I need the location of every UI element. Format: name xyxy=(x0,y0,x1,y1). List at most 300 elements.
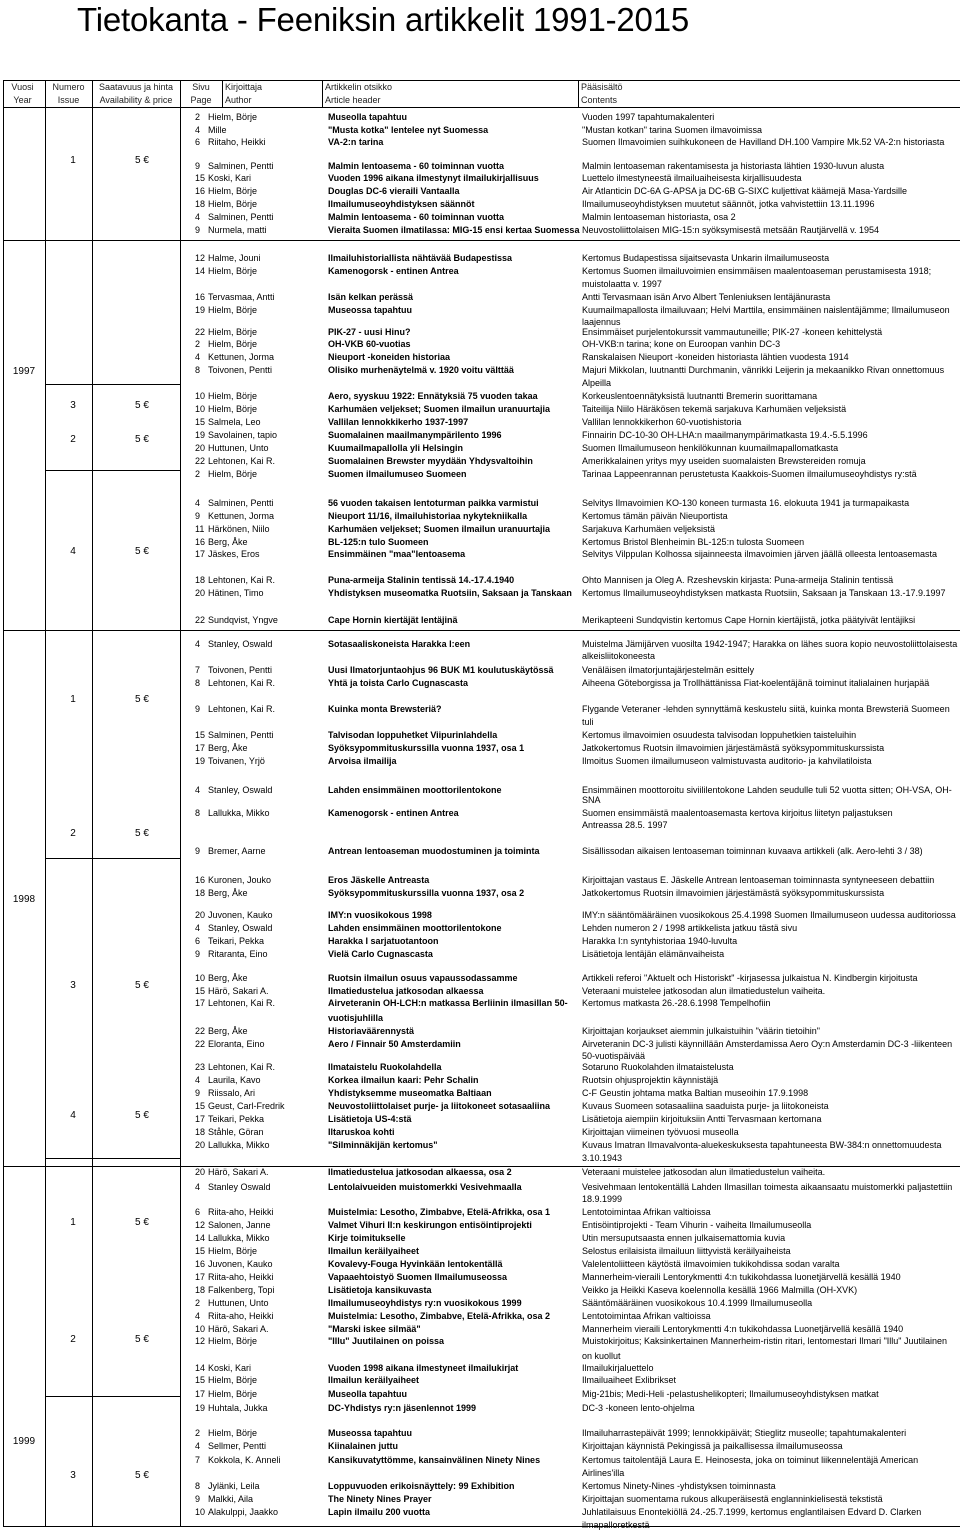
article-contents: Kertomus Ninety-Nines -yhdistyksen toiminnasta xyxy=(582,1481,776,1491)
author: Hielm, Börje xyxy=(208,305,258,315)
table-rule xyxy=(3,240,960,241)
page-number: 16 xyxy=(195,875,206,885)
header-en-2: Availability & price xyxy=(99,95,173,105)
article-contents: Utin mersuputsaasta ennen julkaisemattomia kuvia xyxy=(582,1233,786,1243)
article-contents: Kertomus matkasta 26.-28.6.1998 Tempelhofiin xyxy=(582,998,771,1008)
author: Geust, Carl-Fredrik xyxy=(208,1101,285,1111)
article-contents: DC-3 -koneen lento-ohjelma xyxy=(582,1403,695,1413)
page-number: 9 xyxy=(195,225,201,235)
header-2: Saatavuus ja hinta xyxy=(98,82,174,92)
author: Hielm, Börje xyxy=(208,404,258,414)
article-contents: Kuumailmapallosta ilmailuvaan; Helvi Marttila, ensimmäinen naislentäjämme; Ilmailumuseon xyxy=(582,305,950,315)
article-title: Aero, syyskuu 1922: Ennätyksiä 75 vuoden takaa xyxy=(328,391,538,401)
article-contents: Lisätietoja lentäjän elämänvaiheista xyxy=(582,949,725,959)
article-contents: C-F Geustin johtama matka Baltian museoihin 17.9.1998 xyxy=(582,1088,809,1098)
article-title: Vuoden 1996 aikana ilmestynyt ilmailukirjallisuus xyxy=(328,173,539,183)
article-title: Malmin lentoasema - 60 toiminnan vuotta xyxy=(328,161,505,171)
article-title: Vieraita Suomen ilmatilassa: MIG-15 ensi kertaa Suomessa xyxy=(328,225,580,235)
article-contents: Kertomus Budapestissa sijaitsevasta Unkarin ilmailumuseosta xyxy=(582,253,830,263)
header-en-6: Contents xyxy=(581,95,618,105)
article-contents: Malmin lentoaseman rakentamisesta ja historiasta lähtien 1930-luvun alusta xyxy=(582,161,885,171)
article-contents: Juhlatilaisuus Enontekiöllä 24.-25.7.1999, kertomus englantilaisen Edvard D. Clarken xyxy=(582,1507,922,1517)
article-title: PIK-27 - uusi Hinu? xyxy=(328,327,411,337)
author: Ritaranta, Eino xyxy=(208,949,268,959)
author: Berg, Åke xyxy=(208,537,248,547)
article-title: "Marski iskee silmää" xyxy=(328,1324,421,1334)
author: Lehtonen, Kai R. xyxy=(208,1062,276,1072)
author: Berg, Åke xyxy=(208,743,248,753)
article-contents: Selostus erilaisista ilmailuun liittyvistä keräilyaiheista xyxy=(582,1246,791,1256)
table-rule xyxy=(45,384,180,385)
author: Hielm, Börje xyxy=(208,1428,258,1438)
author: Mille xyxy=(208,125,227,135)
page-number: 22 xyxy=(195,456,206,466)
article-title: Korkea ilmailun kaari: Pehr Schalin xyxy=(328,1075,479,1085)
article-title: Syöksypommituskurssilla vuonna 1937, osa 1 xyxy=(328,743,525,753)
article-title: Suomalainen maailmanympärilento 1996 xyxy=(328,430,502,440)
article-contents: SNA xyxy=(582,795,601,805)
page-number: 18 xyxy=(195,1285,206,1295)
article-title: Neuvostoliittolaiset purje- ja liitokoneet sotasaaliina xyxy=(328,1101,551,1111)
article-title: Iltaruskoa kohti xyxy=(328,1127,395,1137)
header-6: Pääsisältö xyxy=(581,82,623,92)
article-title: DC-Yhdistys ry:n jäsenlennot 1999 xyxy=(328,1403,477,1413)
page-number: 4 xyxy=(195,1311,201,1321)
page-number: 2 xyxy=(195,339,201,349)
page-number: 6 xyxy=(195,1207,201,1217)
article-contents: Neuvostoliittolaisen MIG-15:n syöksymisestä metsään Rautjärvellä v. 1954 xyxy=(582,225,879,235)
author: Falkenberg, Topi xyxy=(208,1285,275,1295)
author: Savolainen, tapio xyxy=(208,430,278,440)
article-title: Kirje toimitukselle xyxy=(328,1233,406,1243)
article-contents: Selvitys Vilppulan Kolhossa sijainneesta ilmavoimien järven jäällä olleesta lentoasemasta xyxy=(582,549,938,559)
table-rule xyxy=(3,80,4,108)
issue-number: 4 xyxy=(70,1110,76,1121)
article-contents: 50-vuotispäivää xyxy=(582,1051,646,1061)
page-number: 15 xyxy=(195,730,206,740)
article-title: Aero / Finnair 50 Amsterdamiin xyxy=(328,1039,461,1049)
article-contents: Lehden numeron 2 / 1998 artikkelista jatkuu tästä sivu xyxy=(582,923,798,933)
page-number: 15 xyxy=(195,986,206,996)
article-contents: Sisällissodan aikaisen lentoaseman toiminnan kuvaava artikkeli (alk. Aero-lehti 3 / 38) xyxy=(582,846,923,856)
author: Sundqvist, Yngve xyxy=(208,615,278,625)
author: Berg, Åke xyxy=(208,888,248,898)
author: Teikari, Pekka xyxy=(208,1114,265,1124)
article-title: vuotisjuhlilla xyxy=(328,1013,384,1023)
page-number: 22 xyxy=(195,1026,206,1036)
article-contents: Aiheena Göteborgissa ja Trollhättänissa Fiat-koelentäjänä toiminut italialainen hurjapää xyxy=(582,678,930,688)
author: Riissalo, Ari xyxy=(208,1088,256,1098)
issue-number: 4 xyxy=(70,546,76,557)
author: Huttunen, Unto xyxy=(208,1298,269,1308)
header-1: Numero xyxy=(52,82,85,92)
article-contents: Kertomus Ilmailumuseoyhdistyksen matkasta Ruotsiin, Saksaan ja Tanskaan 13.-17.9.1997 xyxy=(582,588,946,598)
article-title: Lapin ilmailu 200 vuotta xyxy=(328,1507,431,1517)
page-number: 18 xyxy=(195,199,206,209)
issue-price: 5 € xyxy=(135,1334,149,1345)
page-number: 22 xyxy=(195,327,206,337)
article-title: Loppuvuoden erikoisnäyttely: 99 Exhibition xyxy=(328,1481,515,1491)
page-number: 12 xyxy=(195,1220,206,1230)
author: Hielm, Börje xyxy=(208,1389,258,1399)
author: Hielm, Börje xyxy=(208,339,258,349)
issue-price: 5 € xyxy=(135,828,149,839)
author: Hielm, Börje xyxy=(208,391,258,401)
author: Juvonen, Kauko xyxy=(208,1259,273,1269)
author: Härö, Sakari A. xyxy=(208,986,269,996)
article-title: Arvoisa ilmailija xyxy=(328,756,397,766)
article-contents: Airveteranin DC-3 julisti käynnillään Amsterdamissa Aero Oy:n Amsterdamin DC-3 -liikenteen xyxy=(582,1039,953,1049)
header-5: Artikkelin otsikko xyxy=(325,82,393,92)
page-number: 10 xyxy=(195,1324,206,1334)
page-number: 6 xyxy=(195,137,201,147)
issue-number: 3 xyxy=(70,400,76,411)
author: Salminen, Pentti xyxy=(208,161,274,171)
page-number: 18 xyxy=(195,888,206,898)
article-title: Karhumäen veljekset; Suomen ilmailun uranuurtajia xyxy=(328,524,551,534)
page-number: 4 xyxy=(195,498,201,508)
issue-number: 1 xyxy=(70,1217,76,1228)
issue-number: 1 xyxy=(70,155,76,166)
page-number: 17 xyxy=(195,743,206,753)
article-contents: Muistelma Jämijärven vuosilta 1942-1947; Harakka on lähes suora kopio neuvostoliittolaisesta xyxy=(582,639,958,649)
article-contents: alkeisliitokoneesta xyxy=(582,651,656,661)
article-contents: Mannerheim vieraili Lentorykmentti 4:n tukikohdassa Luonetjärvellä kesällä 1940 xyxy=(582,1324,904,1334)
year-label: 1999 xyxy=(12,1436,36,1447)
article-contents: Kertomus Bristol Blenheimin BL-125:n tulosta Suomeen xyxy=(582,537,805,547)
article-contents: Kuvaus Imatran Ilmavalvonta-aluekeskuksesta tapahtuneesta BW-384:n onnettomuudesta xyxy=(582,1140,942,1150)
author: Salonen, Janne xyxy=(208,1220,271,1230)
article-contents: Antti Tervasmaan isän Arvo Albert Tenleniuksen lentäjänurasta xyxy=(582,292,831,302)
author: Huhtala, Jukka xyxy=(208,1403,268,1413)
page-number: 15 xyxy=(195,1375,206,1385)
page-number: 9 xyxy=(195,511,201,521)
article-title: Nieuport -koneiden historiaa xyxy=(328,352,451,362)
article-contents: Lentotoimintaa Afrikan valtioissa xyxy=(582,1207,711,1217)
author: Lehtonen, Kai R. xyxy=(208,575,276,585)
author: Stanley, Oswald xyxy=(208,923,273,933)
article-title: Ilmataistelu Ruokolahdella xyxy=(328,1062,442,1072)
article-title: Yhdistyksemme museomatka Baltiaan xyxy=(328,1088,492,1098)
article-contents: 3.10.1943 xyxy=(582,1153,623,1163)
article-contents: on kuollut xyxy=(582,1351,621,1361)
page-number: 19 xyxy=(195,305,206,315)
page-number: 16 xyxy=(195,1259,206,1269)
author: Hielm, Börje xyxy=(208,186,258,196)
article-title: Kansikuvatyttömme, kansainvälinen Ninety Nines xyxy=(328,1455,541,1465)
page-number: 4 xyxy=(195,1441,201,1451)
article-contents: Ilmailukirjaluettelo xyxy=(582,1363,654,1373)
article-contents: Ensimmäinen moottoroitu siviililentokone Lahden seudulle tuli 52 vuotta sitten; OH-VSA, OH- xyxy=(582,785,952,795)
article-contents: Sarjakuva Karhumäen veljeksistä xyxy=(582,524,716,534)
article-contents: Ohto Mannisen ja Oleg A. Rzeshevskin kirjasta: Puna-armeija Stalinin tentissä xyxy=(582,575,894,585)
article-contents: Alpeilla xyxy=(582,378,612,388)
author: Riita-aho, Heikki xyxy=(208,1207,274,1217)
article-contents: Antreassa 28.5. 1997 xyxy=(582,820,668,830)
article-title: Museossa tapahtuu xyxy=(328,1428,413,1438)
article-contents: Malmin lentoaseman historiasta, osa 2 xyxy=(582,212,736,222)
article-contents: Amerikkalainen yritys myy useiden suomalaisten Brewstereiden romuja xyxy=(582,456,866,466)
table-rule xyxy=(578,80,579,108)
article-contents: laajennus xyxy=(582,317,621,327)
article-contents: Kuvaus Suomeen sotasaaliina saaduista purje- ja liitokoneista xyxy=(582,1101,829,1111)
page-number: 4 xyxy=(195,1075,201,1085)
article-title: Ilmailun keräilyaiheet xyxy=(328,1375,420,1385)
issue-price: 5 € xyxy=(135,546,149,557)
page-number: 4 xyxy=(195,212,201,222)
page-number: 4 xyxy=(195,125,201,135)
page-number: 22 xyxy=(195,1039,206,1049)
article-title: Yhtä ja toista Carlo Cugnascasta xyxy=(328,678,469,688)
article-title: Antrean lentoaseman muodostuminen ja toiminta xyxy=(328,846,540,856)
issue-number: 2 xyxy=(70,1334,76,1345)
author: Lehtonen, Kai R. xyxy=(208,704,276,714)
year-label: 1998 xyxy=(12,894,36,905)
page-number: 4 xyxy=(195,785,201,795)
article-contents: Majuri Mikkolan, luutnantti Durchmanin, vänrikki Leijerin ja mekaanikko Rivan onnettomuus xyxy=(582,365,945,375)
article-title: Nieuport 11/16, ilmailuhistoriaa nykytekniikalla xyxy=(328,511,528,521)
page-number: 8 xyxy=(195,365,201,375)
page-number: 7 xyxy=(195,665,201,675)
article-title: Lentolaivueiden muistomerkki Vesivehmaalla xyxy=(328,1182,522,1192)
article-contents: Ilmailumuseoyhdistyksen muutetut säännöt, jotka vahvistettiin 13.11.1996 xyxy=(582,199,875,209)
author: Ståhle, Göran xyxy=(208,1127,264,1137)
article-title: Kuinka monta Brewsteriä? xyxy=(328,704,442,714)
author: Malkki, Aila xyxy=(208,1494,254,1504)
article-contents: muistolaatta v. 1997 xyxy=(582,279,662,289)
page-number: 22 xyxy=(195,615,206,625)
article-title: Ilmailun keräilyaiheet xyxy=(328,1246,420,1256)
author: Alakulppi, Jaakko xyxy=(208,1507,279,1517)
article-contents: OH-VKB:n tarina; kone on Euroopan vanhin DC-3 xyxy=(582,339,781,349)
article-contents: IMY:n sääntömääräinen vuosikokous 25.4.1998 Suomen Ilmailumuseon uudessa auditoriossa xyxy=(582,910,956,920)
page-number: 12 xyxy=(195,1336,206,1346)
article-title: Lahden ensimmäinen moottorilentokone xyxy=(328,923,502,933)
author: Lallukka, Mikko xyxy=(208,808,270,818)
article-title: Kamenogorsk - entinen Antrea xyxy=(328,808,459,818)
article-contents: Valelentoliitteen käytöstä ilmavoimien tukikohdissa sodan varalta xyxy=(582,1259,840,1269)
article-title: Ruotsin ilmailun osuus vapaussodassamme xyxy=(328,973,518,983)
author: Eloranta, Eino xyxy=(208,1039,265,1049)
article-contents: Kertomus tämän päivän Nieuportista xyxy=(582,511,728,521)
article-title: Douglas DC-6 vieraili Vantaalla xyxy=(328,186,460,196)
table-rule xyxy=(45,858,180,859)
issue-number: 2 xyxy=(70,828,76,839)
article-title: Talvisodan loppuhetket Viipurinlahdella xyxy=(328,730,498,740)
article-title: "Illu" Juutilainen on poissa xyxy=(328,1336,445,1346)
author: Stanley, Oswald xyxy=(208,639,273,649)
article-title: Suomen ilmailumuseo Suomeen xyxy=(328,469,467,479)
author: Lallukka, Mikko xyxy=(208,1233,270,1243)
article-title: Isän kelkan perässä xyxy=(328,292,414,302)
table-rule xyxy=(322,80,323,108)
article-contents: Vesivehmaan lentokentällä Lahden Ilmasillan toimesta aikaansaatu muistomerkki paljastettiin xyxy=(582,1182,953,1192)
article-title: Kuumailmapallolla yli Helsingin xyxy=(328,443,464,453)
article-title: Suomalainen Brewster myydään Yhdysvaltoihin xyxy=(328,456,533,466)
page-number: 8 xyxy=(195,1481,201,1491)
author: Salminen, Pentti xyxy=(208,212,274,222)
author: Kuronen, Jouko xyxy=(208,875,272,885)
page-number: 17 xyxy=(195,1272,206,1282)
article-contents: Veikko ja Heikki Kaseva koelennolla kesällä 1966 Malmilla (OH-XVK) xyxy=(582,1285,858,1295)
article-title: Ilmatiedustelua jatkosodan alkaessa xyxy=(328,986,484,996)
page-number: 20 xyxy=(195,588,206,598)
article-contents: Airlines'illa xyxy=(582,1468,625,1478)
table-rule xyxy=(92,80,93,108)
page-number: 18 xyxy=(195,1127,206,1137)
article-title: Museolla tapahtuu xyxy=(328,112,408,122)
issue-price: 5 € xyxy=(135,980,149,991)
page-number: 7 xyxy=(195,1455,201,1465)
article-title: OH-VKB 60-vuotias xyxy=(328,339,411,349)
article-contents: tuli xyxy=(582,717,594,727)
article-contents: Air Atlanticin DC-6A G-APSA ja DC-6B G-SIXC kuljettivat käämejä Masa-Yardsille xyxy=(582,186,907,196)
page-number: 9 xyxy=(195,161,201,171)
author: Toivanen, Yrjö xyxy=(208,756,265,766)
article-title: Ilmailumuseoyhdistys ry:n vuosikokous 1999 xyxy=(328,1298,522,1308)
page-number: 6 xyxy=(195,936,201,946)
page-number: 15 xyxy=(195,417,206,427)
author: Hätinen, Timo xyxy=(208,588,264,598)
page-number: 9 xyxy=(195,1088,201,1098)
issue-price: 5 € xyxy=(135,155,149,166)
article-contents: Suomen ensimmäistä maalentoasemasta kertova kirjoitus liitetyn paljastuksen xyxy=(582,808,893,818)
author: Sellmer, Pentti xyxy=(208,1441,267,1451)
article-contents: Suomen Ilmavoimien suihkukoneen de Havilland DH.100 Vampire Mk.52 VA-2:n historiasta xyxy=(582,137,945,147)
article-contents: Harakka I:n syntyhistoriaa 1940-luvulta xyxy=(582,936,738,946)
article-title: Ensimmäinen "maa"lentoasema xyxy=(328,549,466,559)
author: Salminen, Pentti xyxy=(208,498,274,508)
table-rule xyxy=(45,107,46,1526)
author: Härkönen, Niilo xyxy=(208,524,270,534)
article-title: Vuoden 1998 aikana ilmestyneet ilmailukirjat xyxy=(328,1363,519,1373)
article-contents: Veteraani muistelee jatkosodan alun ilmatiedustelun vaiheita. xyxy=(582,986,826,996)
issue-number: 2 xyxy=(70,434,76,445)
article-title: Uusi Ilmatorjuntaohjus 96 BUK M1 koulutuskäytössä xyxy=(328,665,554,675)
article-title: Eros Jäskelle Antreasta xyxy=(328,875,430,885)
page-number: 19 xyxy=(195,430,206,440)
author: Hielm, Börje xyxy=(208,1375,258,1385)
author: Kettunen, Jorma xyxy=(208,352,275,362)
author: Hielm, Börje xyxy=(208,1336,258,1346)
article-title: Lisätietoja US-4:stä xyxy=(328,1114,412,1124)
table-rule xyxy=(222,80,223,108)
article-title: Olisiko murhenäytelmä v. 1920 voitu välttää xyxy=(328,365,514,375)
page-number: 14 xyxy=(195,1233,206,1243)
article-contents: Vallilan lennokkikerhon 60-vuotishistoria xyxy=(582,417,742,427)
article-title: Kovalevy-Fouga Hyvinkään lentokentällä xyxy=(328,1259,503,1269)
article-title: Sotasaaliskoneista Harakka I:een xyxy=(328,639,471,649)
author: Halme, Jouni xyxy=(208,253,261,263)
table-rule xyxy=(45,1396,180,1397)
article-title: IMY:n vuosikokous 1998 xyxy=(328,910,432,920)
table-rule xyxy=(92,107,93,1526)
page-number: 19 xyxy=(195,1403,206,1413)
article-title: Ilmailuhistoriallista nähtävää Budapestissa xyxy=(328,253,513,263)
article-title: Yhdistyksen museomatka Ruotsiin, Saksaan ja Tanskaan xyxy=(328,588,572,598)
author: Kettunen, Jorma xyxy=(208,511,275,521)
page-number: 17 xyxy=(195,1389,206,1399)
page-number: 18 xyxy=(195,575,206,585)
author: Hielm, Börje xyxy=(208,199,258,209)
article-contents: Kertomus Suomen ilmailuvoimien ensimmäisen maalentoaseman perustamisesta 1918; xyxy=(582,266,932,276)
page-number: 8 xyxy=(195,808,201,818)
article-contents: Luettelo ilmestyneestä ilmailuaiheisesta kirjallisuudesta xyxy=(582,173,802,183)
header-en-0: Year xyxy=(13,95,32,105)
article-contents: ilmapalloretkestä xyxy=(582,1520,650,1530)
issue-price: 5 € xyxy=(135,434,149,445)
article-title: Cape Hornin kiertäjät lentäjinä xyxy=(328,615,458,625)
author: Stanley Oswald xyxy=(208,1182,271,1192)
author: Hielm, Börje xyxy=(208,266,258,276)
article-contents: Suomen Ilmailumuseon henkilökunnan kuumailmapallomatkasta xyxy=(582,443,839,453)
article-title: VA-2:n tarina xyxy=(328,137,384,147)
year-label: 1997 xyxy=(12,366,36,377)
author: Lehtonen, Kai R. xyxy=(208,678,276,688)
article-title: Museolla tapahtuu xyxy=(328,1389,408,1399)
author: Jylänki, Leila xyxy=(208,1481,260,1491)
article-contents: Kirjoittajan vastaus E. Jäskelle Antrean lentoaseman toiminnasta syntyneeseen debattiin xyxy=(582,875,935,885)
author: Koski, Kari xyxy=(208,1363,252,1373)
article-title: Vielä Carlo Cugnascasta xyxy=(328,949,433,959)
page-number: 2 xyxy=(195,469,201,479)
article-contents: Muistokirjoitus; Kaksinkertainen Mannerheim-ristin ritari, lentomestari Ilmari "Illu" Juutilainen xyxy=(582,1336,948,1346)
article-contents: Korkeuslentoennätyksistä luutnantti Bremerin suorittamana xyxy=(582,391,818,401)
page-number: 14 xyxy=(195,1363,206,1373)
table-rule xyxy=(180,80,181,108)
page-number: 10 xyxy=(195,404,206,414)
page-number: 17 xyxy=(195,998,206,1008)
article-contents: Ilmoitus Suomen ilmailumuseon valmistuvasta auditorio- ja kahvilatiloista xyxy=(582,756,872,766)
page-number: 20 xyxy=(195,443,206,453)
article-contents: Artikkeli referoi "Aktuelt och Historiskt" -kirjasessa julkaistua N. Kindbergin kirjoitusta xyxy=(582,973,918,983)
author: Riita-aho, Heikki xyxy=(208,1311,274,1321)
issue-number: 3 xyxy=(70,980,76,991)
author: Kokkola, K. Anneli xyxy=(208,1455,281,1465)
article-title: Valmet Vihuri II:n keskirungon entisöintiprojekti xyxy=(328,1220,532,1230)
article-contents: Entisöintiprojekti - Team Vihurin - vaiheita Ilmailumuseolla xyxy=(582,1220,812,1230)
article-contents: Ensimmäiset purjelentokurssit vammautuneille; PIK-27 -koneen kehittelystä xyxy=(582,327,883,337)
issue-number: 3 xyxy=(70,1470,76,1481)
article-title: Kiinalainen juttu xyxy=(328,1441,399,1451)
article-title: "Silminnäkijän kertomus" xyxy=(328,1140,438,1150)
author: Lallukka, Mikko xyxy=(208,1140,270,1150)
article-title: Lisätietoja kansikuvasta xyxy=(328,1285,432,1295)
page-number: 15 xyxy=(195,1101,206,1111)
page-number: 4 xyxy=(195,639,201,649)
author: Hielm, Börje xyxy=(208,1246,258,1256)
author: Toivonen, Pentti xyxy=(208,665,273,675)
issue-price: 5 € xyxy=(135,1217,149,1228)
author: Salminen, Pentti xyxy=(208,730,274,740)
author: Toivonen, Pentti xyxy=(208,365,273,375)
article-contents: Tarinaa Lappeenrannan perustetusta Kaakkois-Suomen ilmailumuseoyhdistys ry:stä xyxy=(582,469,917,479)
article-title: Historiaväärennystä xyxy=(328,1026,415,1036)
page-number: 16 xyxy=(195,537,206,547)
article-title: The Ninety Nines Prayer xyxy=(328,1494,432,1504)
header-en-3: Page xyxy=(190,95,212,105)
page-number: 15 xyxy=(195,1246,206,1256)
article-title: Vallilan lennokkikerho 1937-1997 xyxy=(328,417,469,427)
author: Nurmela, matti xyxy=(208,225,267,235)
page-number: 20 xyxy=(195,1167,206,1177)
page-number: 14 xyxy=(195,266,206,276)
author: Stanley, Oswald xyxy=(208,785,273,795)
author: Hielm, Börje xyxy=(208,327,258,337)
article-contents: "Mustan kotkan" tarina Suomen ilmavoimissa xyxy=(582,125,762,135)
issue-price: 5 € xyxy=(135,694,149,705)
author: Berg, Åke xyxy=(208,1026,248,1036)
